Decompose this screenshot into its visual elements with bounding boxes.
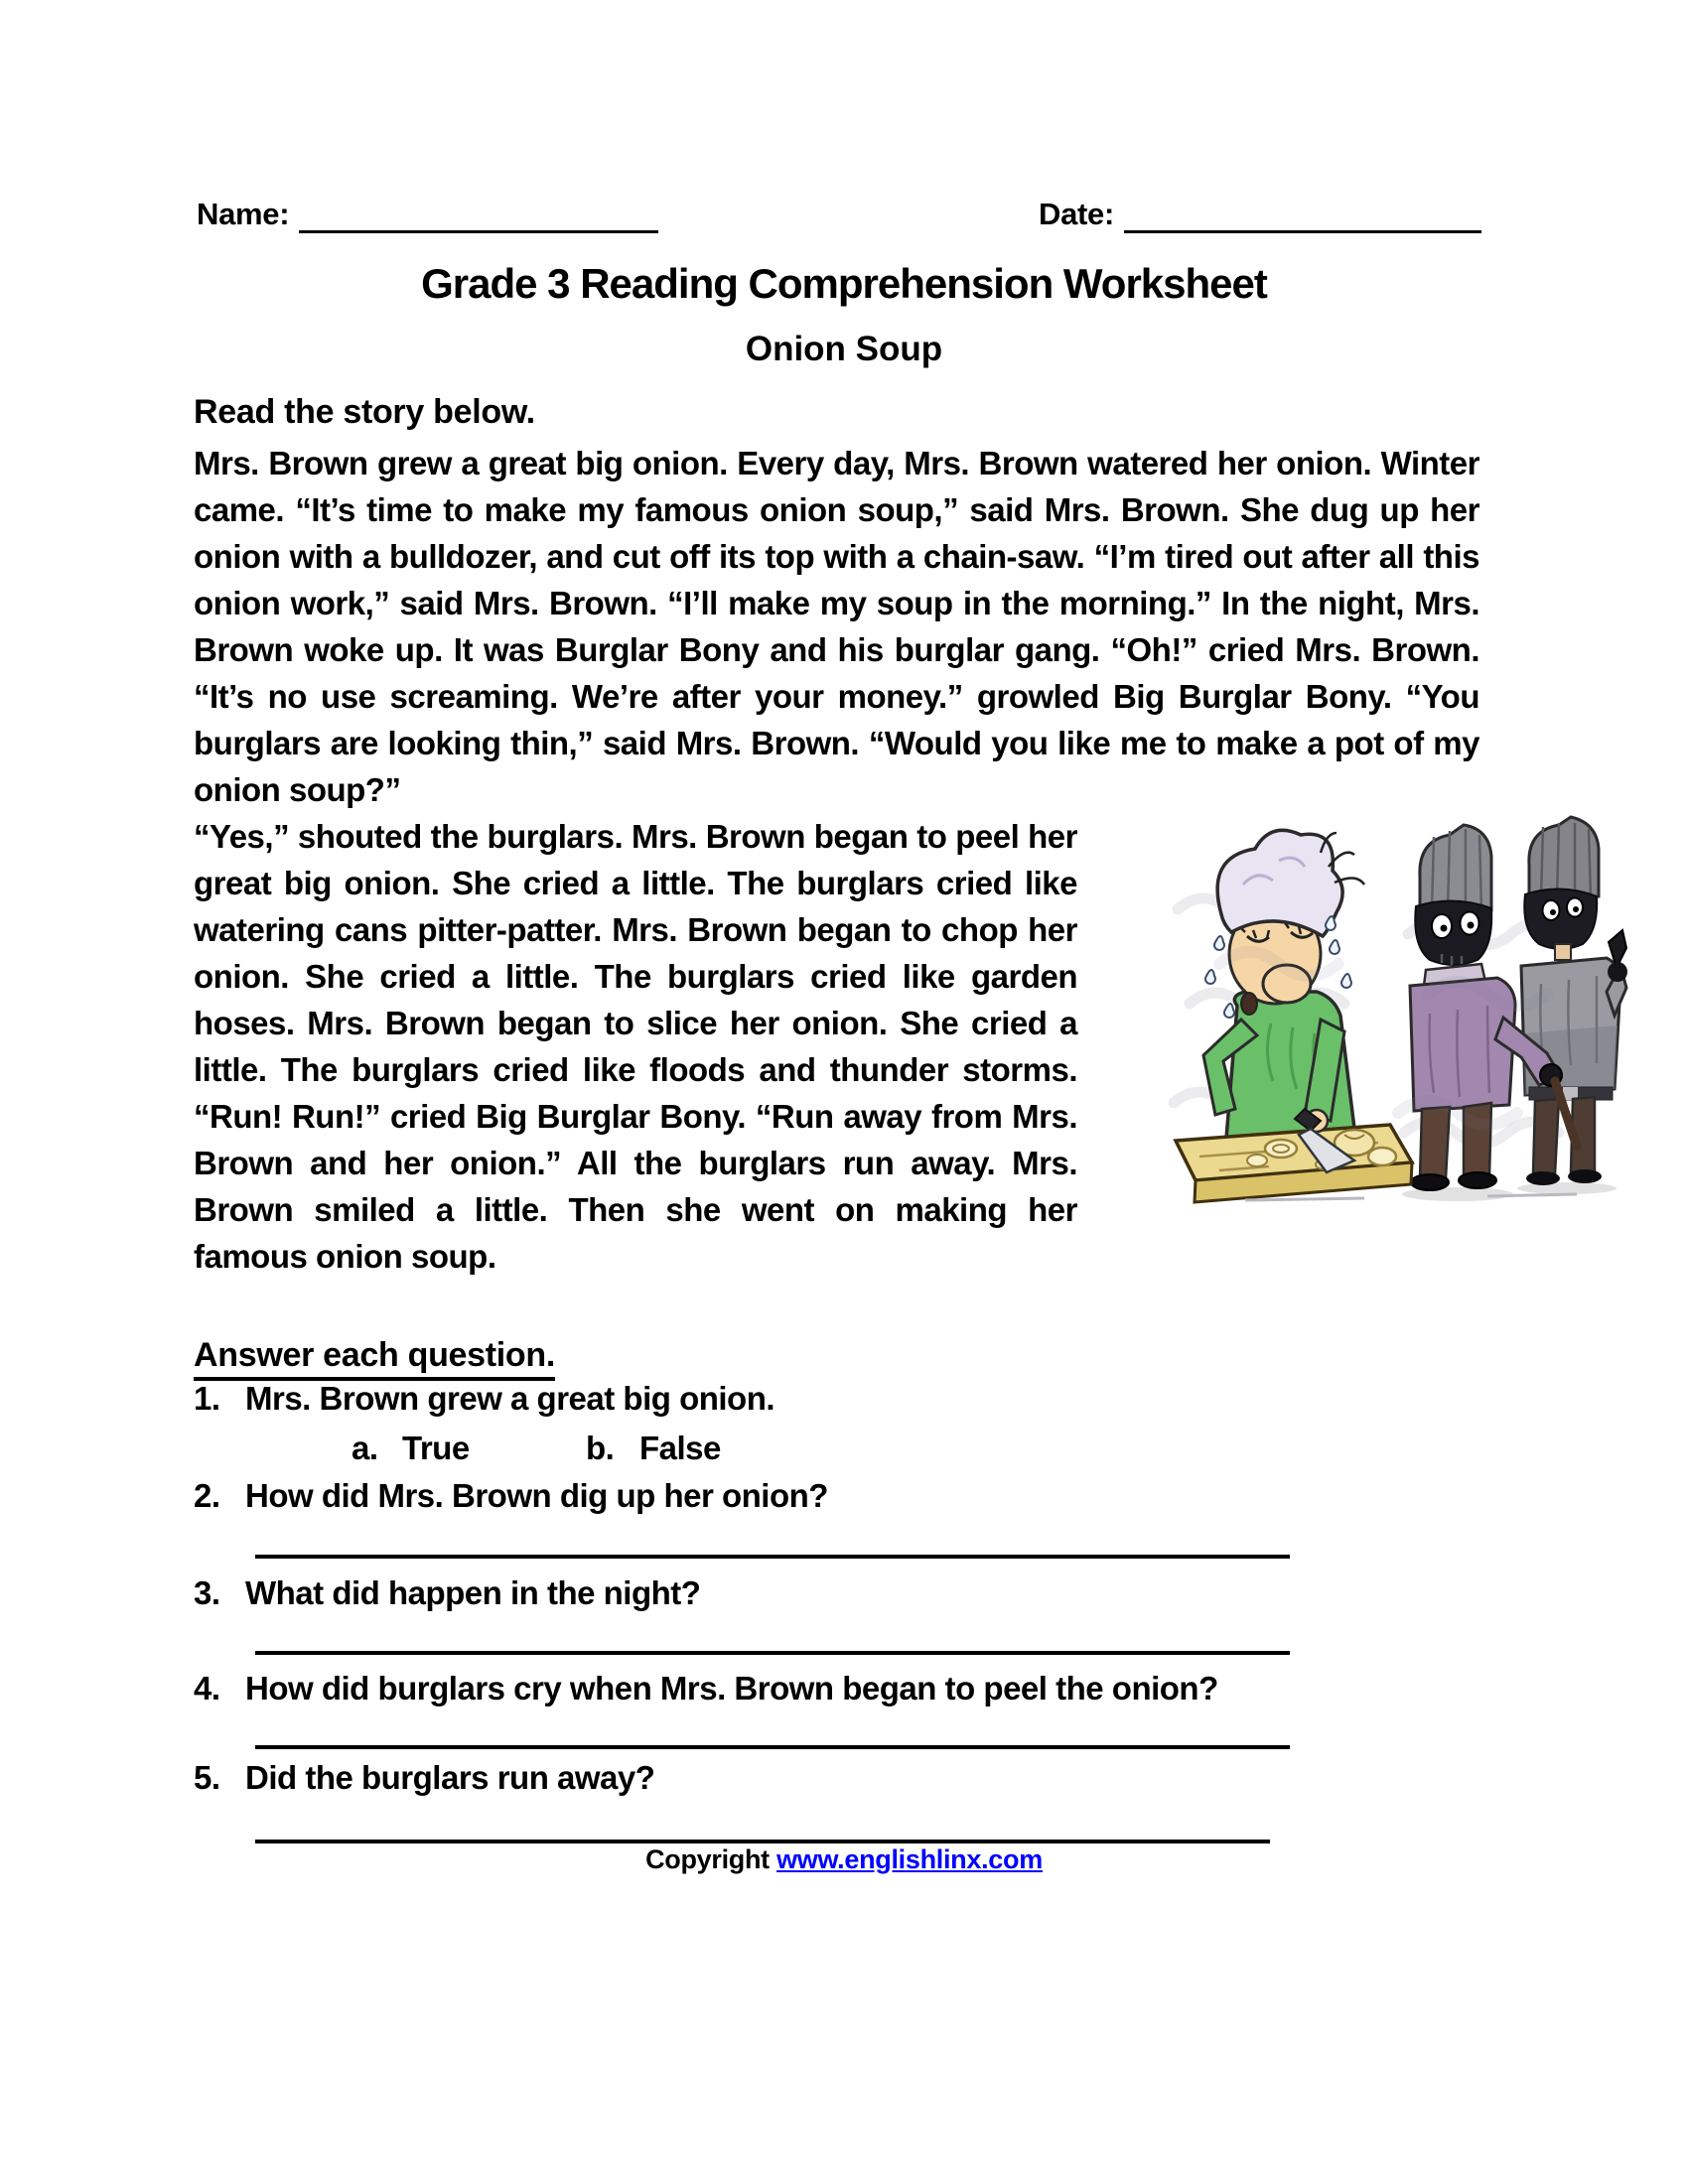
story-text (194, 440, 1479, 1280)
question-1-options (194, 1430, 1087, 1471)
story-part-2: “Yes,” shouted the burglars. Mrs. Brown began to peel her great big onion. She cried a little. The burglars cried like watering cans pitter-patter. Mrs. Brown began to chop her onion. She cried a little. The burglars cried like garden hoses. Mrs. Brown began to slice her onion. She cried a little. The burglars cried like floods and thunder storms. “Run! Run!” cried Big Burglar Bony. “Run away from Mrs. Brown and her onion.” All the (194, 818, 1077, 1181)
question-1 (194, 1380, 1484, 1418)
story-part-1: Mrs. Brown grew a great big onion. Every day, Mrs. Brown watered her onion. Winter came. “It’s time to make my famous onion soup,” said Mrs. Brown. She dug up her onion with a bulldozer, and cut off its top with a chain-saw. “I’m tired out after all this onion work,” said Mrs. Brown. “I’ll make my soup in the morning.” In the night, Mrs. Brown woke up. It was Burglar Bony and his burglar gang. “Oh!” cried Mrs. Brown. “It’s no use screaming. We’re after your money.” growled Big Burglar Bony. “You burglars are looking thin,” said Mrs. Brown. “Would you like me to make a pot of my onion soup?” (194, 445, 1479, 808)
questions-heading: Answer each question. (194, 1336, 555, 1381)
question-1-text: Mrs. Brown grew a great big onion. (245, 1380, 775, 1417)
date-label: Date: (1039, 197, 1115, 231)
answer-blank-q3 (255, 1651, 1290, 1655)
answer-blank-q5 (255, 1840, 1270, 1843)
story-instruction: Read the story below. (194, 393, 535, 431)
answer-blank-q4 (255, 1745, 1290, 1749)
question-3 (194, 1574, 1484, 1612)
option-b-label: b. (586, 1430, 615, 1466)
copyright-label: Copyright (645, 1844, 770, 1874)
question-5 (194, 1759, 1484, 1797)
question-3-number: 3. (194, 1574, 220, 1611)
question-4-text: How did burglars cry when Mrs. Brown began to peel the onion? (245, 1670, 1218, 1706)
worksheet-subtitle: Onion Soup (745, 330, 943, 368)
question-2 (194, 1477, 1484, 1515)
question-4 (194, 1670, 1484, 1707)
illustration-svg (1160, 815, 1628, 1204)
name-label: Name: (197, 197, 290, 231)
question-2-number: 2. (194, 1477, 220, 1514)
question-5-number: 5. (194, 1759, 220, 1796)
question-4-number: 4. (194, 1670, 220, 1706)
crying-chef-illustration (1176, 830, 1412, 1202)
question-2-text: How did Mrs. Brown dig up her onion? (245, 1477, 828, 1514)
story-part-3: burglars run away. Mrs. Brown smiled a little. Then she went on making her famous onion soup. (194, 1145, 1078, 1275)
question-1-number: 1. (194, 1380, 220, 1417)
date-blank (1124, 228, 1481, 233)
question-3-text: What did happen in the night? (245, 1574, 701, 1611)
answer-blank-q2 (255, 1555, 1290, 1559)
story-illustration (1160, 815, 1628, 1204)
footer-link[interactable]: www.englishlinx.com (776, 1844, 1043, 1874)
footer (0, 1844, 1688, 1875)
option-b-false: False (639, 1430, 721, 1466)
worksheet-title: Grade 3 Reading Comprehension Worksheet (421, 260, 1267, 307)
option-a-true: True (402, 1430, 470, 1466)
name-field (197, 197, 658, 233)
option-a-label: a. (352, 1430, 378, 1466)
date-field (1039, 197, 1481, 233)
name-blank (299, 228, 658, 233)
question-5-text: Did the burglars run away? (245, 1759, 655, 1796)
